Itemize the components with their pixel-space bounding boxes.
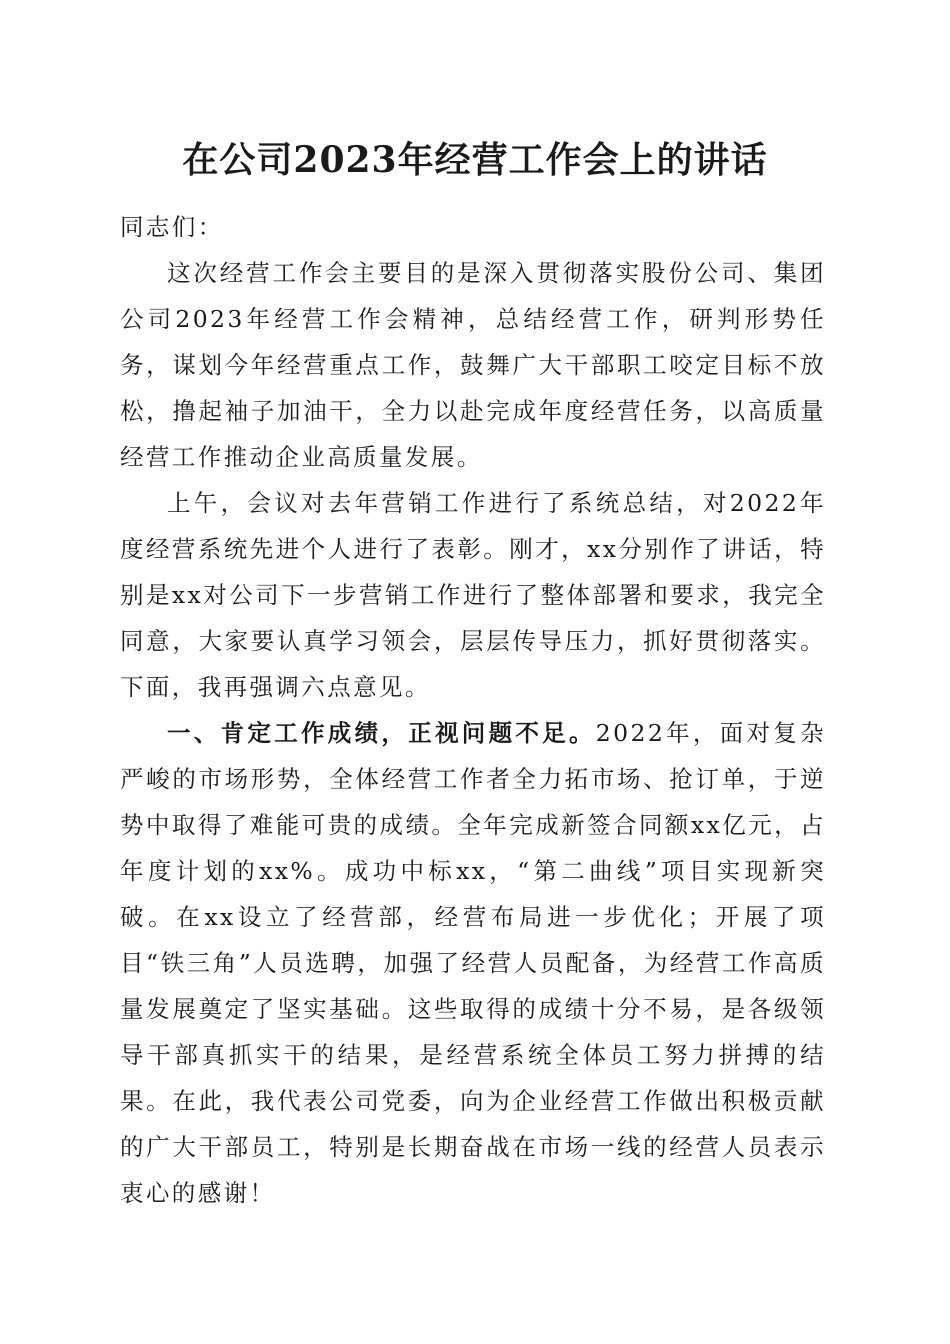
paragraph-morning-summary: 上午，会议对去年营销工作进行了系统总结，对2022年度经营系统先进个人进行了表彰。刚才，xx分别作了讲话，特别是xx对公司下一步营销工作进行了整体部署和要求，我完全同意，大家要认真学习领会，层层传导压力，抓好贯彻落实。下面，我再强调六点意见。 bbox=[120, 489, 826, 701]
document-body bbox=[120, 204, 826, 1216]
paragraph-section-one bbox=[120, 710, 826, 1216]
section-one-text: 2022年，面对复杂严峻的市场形势，全体经营工作者全力拓市场、抢订单，于逆势中取得了难能可贵的成绩。全年完成新签合同额xx亿元，占年度计划的xx%。成功中标xx，“第二曲线”项目实现新突破。在xx设立了经营部，经营布局进一步优化；开展了项目“铁三角”人员选聘，加强了经营人员配备，为经营工作高质量发展奠定了坚实基础。这些取得的成绩十分不易，是各级领导干部真抓实干的结果，是经营系统全体员工努力拼搏的结果。在此，我代表公司党委，向为企业经营工作做出积极贡献的广大干部员工，特别是长期奋战在市场一线的经营人员表示衷心的感谢！ bbox=[120, 719, 826, 1207]
document-title: 在公司2023年经营工作会上的讲话 bbox=[182, 139, 768, 181]
salutation: 同志们： bbox=[120, 213, 224, 241]
paragraph-intro: 这次经营工作会主要目的是深入贯彻落实股份公司、集团公司2023年经营工作会精神，总结经营工作，研判形势任务，谋划今年经营重点工作，鼓舞广大干部职工咬定目标不放松，撸起袖子加油干，全力以赴完成年度经营任务，以高质量经营工作推动企业高质量发展。 bbox=[120, 259, 826, 471]
section-one-heading: 一、肯定工作成绩，正视问题不足。 bbox=[167, 719, 596, 747]
